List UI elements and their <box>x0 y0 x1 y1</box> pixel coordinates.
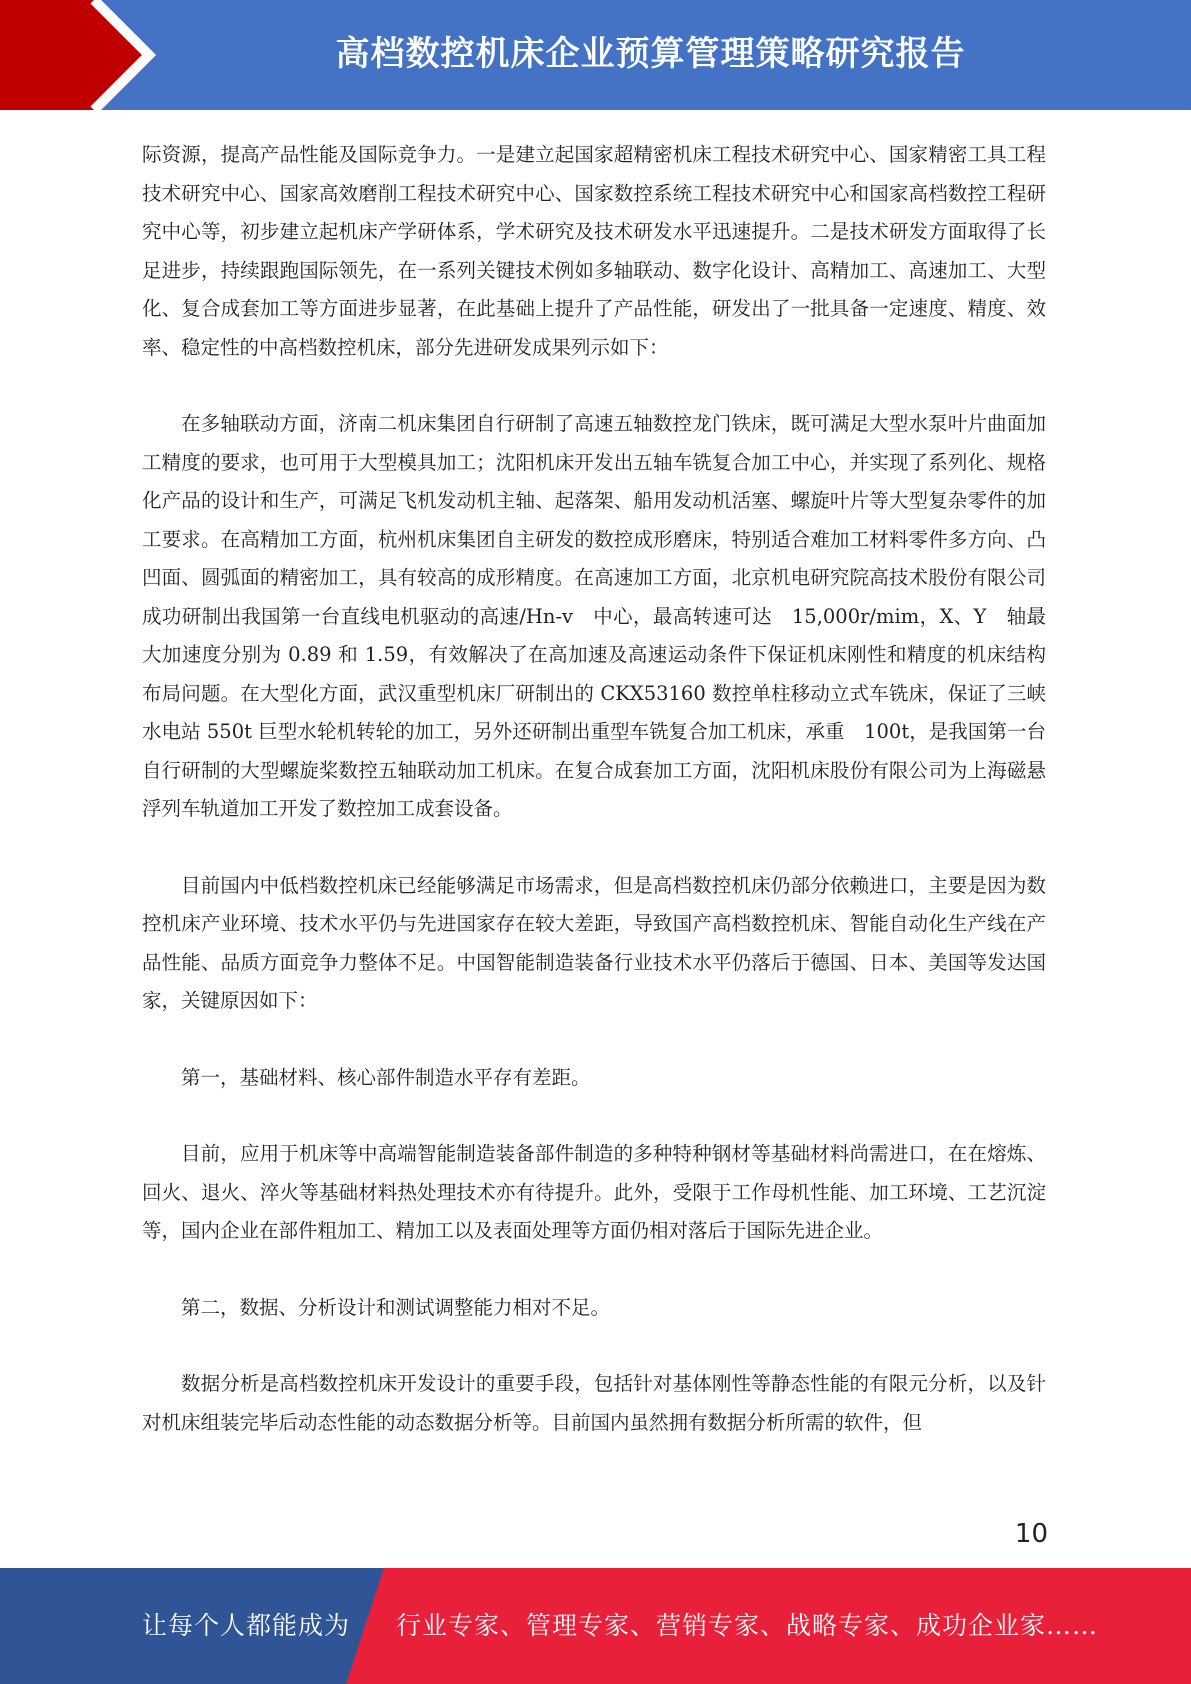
body-content <box>142 136 1046 1442</box>
paragraph-1: 际资源，提高产品性能及国际竞争力。一是建立起国家超精密机床工程技术研究中心、国家精密工具工程技术研究中心、国家高效磨削工程技术研究中心、国家数控系统工程技术研究中心和国家高档数控工程研究中心等，初步建立起机床产学研体系，学术研究及技术研发水平迅速提升。二是技术研发方面取得了长足进步，持续跟跑国际领先，在一系列关键技术例如多轴联动、数字化设计、高精加工、高速加工、大型化、复合成套加工等方面进步显著，在此基础上提升了产品性能，研发出了一批具备一定速度、精度、效率、稳定性的中高档数控机床，部分先进研发成果列示如下： <box>142 143 1046 359</box>
paragraph-4: 第一，基础材料、核心部件制造水平存有差距。 <box>181 1065 591 1089</box>
page-number: 10 <box>1014 1519 1048 1549</box>
paragraph-7: 数据分析是高档数控机床开发设计的重要手段，包括针对基体刚性等静态性能的有限元分析，以及针对机床组装完毕后动态性能的动态数据分析等。目前国内虽然拥有数据分析所需的软件，但 <box>142 1372 1046 1434</box>
paragraph-2: 在多轴联动方面，济南二机床集团自行研制了高速五轴数控龙门铁床，既可满足大型水泵叶片曲面加工精度的要求，也可用于大型模具加工；沈阳机床开发出五轴车铣复合加工中心，并实现了系列化、规格化产品的设计和生产，可满足飞机发动机主轴、起落架、船用发动机活塞、螺旋叶片等大型复杂零件的加工要求。在高精加工方面，杭州机床集团自主研发的数控成形磨床，特别适合难加工材料零件多方向、凸凹面、圆弧面的精密加工，具有较高的成形精度。在高速加工方面，北京机电研究院高技术股份有限公司成功研制出我国第一台直线电机驱动的高速/Hn-v 中心，最高转速可达 15,000r/mim，X、Y 轴最大加速度分别为 0.89 和 1.59，有效解决了在高加速及高速运动条件下保证机床刚性和精度的机床结构布局问题。在大型化方面，武汉重型机床厂研制出的 CKX53160 数控单柱移动立式车铣床，保证了三峡水电站 550t 巨型水轮机转轮的加工，另外还研制出重型车铣复合加工机床，承重 100t，是我国第一台自行研制的大型螺旋桨数控五轴联动加工机床。在复合成套加工方面，沈阳机床股份有限公司为上海磁悬浮列车轨道加工开发了数控加工成套设备。 <box>142 412 1046 820</box>
paragraph-5: 目前，应用于机床等中高端智能制造装备部件制造的多种特种钢材等基础材料尚需进口，在在熔炼、回火、退火、淬火等基础材料热处理技术亦有待提升。此外，受限于工作母机性能、加工环境、工艺沉淀等，国内企业在部件粗加工、精加工以及表面处理等方面仍相对落后于国际先进企业。 <box>142 1142 1046 1242</box>
paragraph-gap <box>142 829 1046 867</box>
paragraph-3: 目前国内中低档数控机床已经能够满足市场需求，但是高档数控机床仍部分依赖进口，主要是因为数控机床产业环境、技术水平仍与先进国家存在较大差距，导致国产高档数控机床、智能自动化生产线在产品性能、品质方面竞争力整体不足。中国智能制造装备行业技术水平仍落后于德国、日本、美国等发达国家，关键原因如下： <box>142 873 1046 1012</box>
page-footer <box>0 1568 1191 1684</box>
paragraph-gap <box>142 1021 1046 1059</box>
page-header <box>0 0 1191 110</box>
document-title: 高档数控机床企业预算管理策略研究报告 <box>335 34 966 74</box>
paragraph-gap <box>142 1251 1046 1289</box>
paragraph-gap <box>142 1327 1046 1365</box>
footer-slogan-right: 行业专家、管理专家、营销专家、战略专家、成功企业家…… <box>396 1611 1099 1640</box>
paragraph-gap <box>142 1097 1046 1135</box>
paragraph-6: 第二，数据、分析设计和测试调整能力相对不足。 <box>181 1295 611 1319</box>
paragraph-gap <box>142 367 1046 405</box>
footer-slogan-left: 让每个人都能成为 <box>142 1611 351 1640</box>
